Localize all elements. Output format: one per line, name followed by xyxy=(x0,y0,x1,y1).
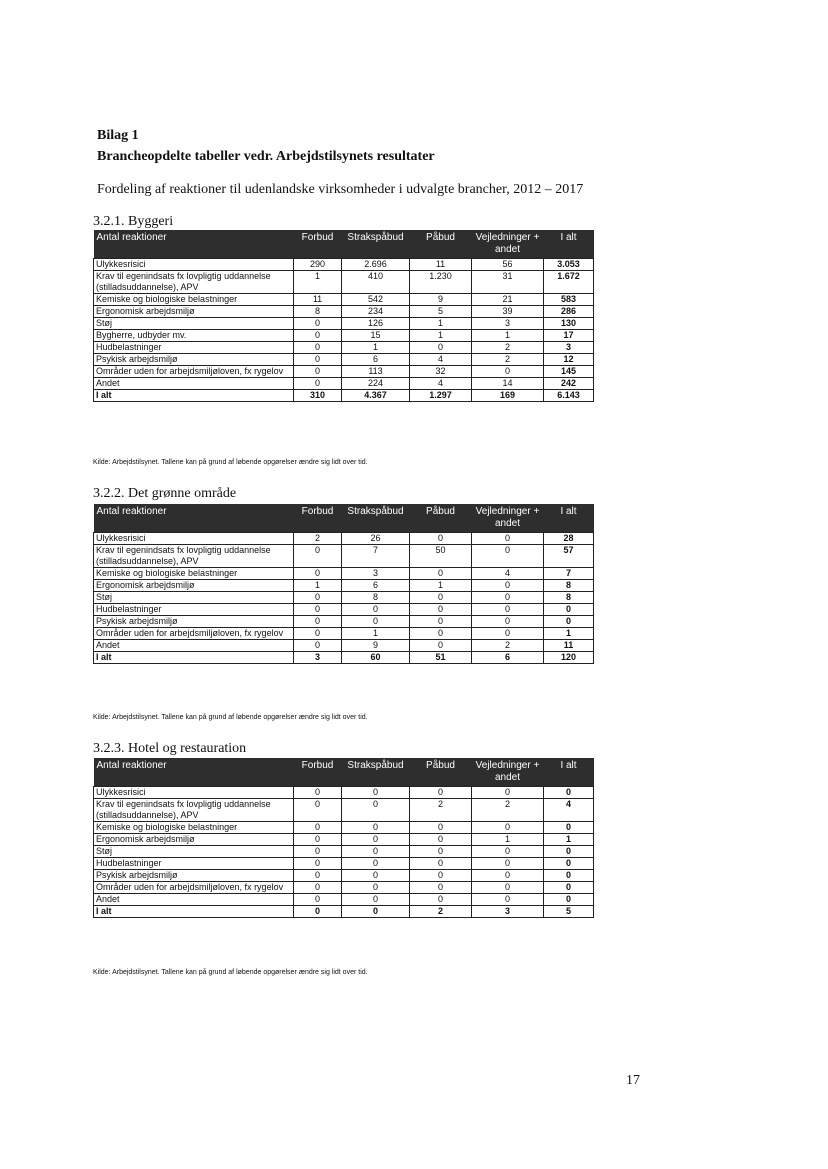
table-cell: 11 xyxy=(410,259,472,271)
table-row xyxy=(94,822,594,834)
table-cell: 0 xyxy=(410,604,472,616)
table-cell: 0 xyxy=(544,870,594,882)
table-cell: 51 xyxy=(410,652,472,664)
table-row xyxy=(94,604,594,616)
table-cell: 145 xyxy=(544,366,594,378)
table-cell: 26 xyxy=(342,533,410,545)
intro-text: Fordeling af reaktioner til udenlandske virksomheder i udvalgte brancher, 2012 – 2017 xyxy=(97,182,584,197)
table-cell: 286 xyxy=(544,306,594,318)
table-cell: 0 xyxy=(294,640,342,652)
table-cell: 0 xyxy=(342,882,410,894)
table-cell: 0 xyxy=(342,787,410,799)
table-cell: 0 xyxy=(544,858,594,870)
table-cell: 0 xyxy=(294,822,342,834)
table-cell: 4 xyxy=(410,378,472,390)
table-row xyxy=(94,846,594,858)
table-byggeri xyxy=(93,230,594,402)
table-cell: 0 xyxy=(410,822,472,834)
table-cell: 8 xyxy=(544,592,594,604)
row-label: Ulykkesrisici xyxy=(94,787,294,799)
table-row xyxy=(94,342,594,354)
row-label: Områder uden for arbejdsmiljøloven, fx rygelov xyxy=(94,882,294,894)
table-cell: 224 xyxy=(342,378,410,390)
row-label: Kemiske og biologiske belastninger xyxy=(94,822,294,834)
table-row xyxy=(94,306,594,318)
table-cell: 3.053 xyxy=(544,259,594,271)
table-cell: 3 xyxy=(472,318,544,330)
column-header: Forbud xyxy=(294,758,342,787)
table-cell: 410 xyxy=(342,271,410,294)
table-cell: 583 xyxy=(544,294,594,306)
table-header-row xyxy=(94,504,594,533)
table-cell: 15 xyxy=(342,330,410,342)
table-row xyxy=(94,628,594,640)
table-cell: 2 xyxy=(472,799,544,822)
table-cell: 0 xyxy=(472,533,544,545)
table-cell: 0 xyxy=(342,616,410,628)
table-row xyxy=(94,652,594,664)
row-label: Ergonomisk arbejdsmiljø xyxy=(94,834,294,846)
table-cell: 0 xyxy=(410,342,472,354)
table-cell: 0 xyxy=(294,894,342,906)
table-cell: 6 xyxy=(472,652,544,664)
table-cell: 56 xyxy=(472,259,544,271)
column-header: Antal reaktioner xyxy=(94,504,294,533)
table-cell: 0 xyxy=(294,834,342,846)
table-cell: 2 xyxy=(472,354,544,366)
table-cell: 0 xyxy=(294,870,342,882)
column-header: I alt xyxy=(544,758,594,787)
column-header: Antal reaktioner xyxy=(94,230,294,259)
table-cell: 2 xyxy=(410,906,472,918)
table-row xyxy=(94,568,594,580)
column-header: Antal reaktioner xyxy=(94,758,294,787)
table-cell: 0 xyxy=(472,787,544,799)
table-cell: 0 xyxy=(342,894,410,906)
table-cell: 1.297 xyxy=(410,390,472,402)
table-cell: 5 xyxy=(410,306,472,318)
table-cell: 0 xyxy=(294,846,342,858)
table-cell: 0 xyxy=(294,592,342,604)
table-cell: 31 xyxy=(472,271,544,294)
table-cell: 21 xyxy=(472,294,544,306)
table-cell: 0 xyxy=(472,604,544,616)
table-cell: 4.367 xyxy=(342,390,410,402)
table-cell: 310 xyxy=(294,390,342,402)
table-cell: 0 xyxy=(472,846,544,858)
table-cell: 0 xyxy=(294,318,342,330)
row-label: Områder uden for arbejdsmiljøloven, fx rygelov xyxy=(94,366,294,378)
column-header: Vejledninger + andet xyxy=(472,758,544,787)
table-cell: 8 xyxy=(342,592,410,604)
page-number: 17 xyxy=(626,1073,640,1088)
table-cell: 0 xyxy=(294,330,342,342)
table-cell: 0 xyxy=(294,342,342,354)
table-cell: 0 xyxy=(410,640,472,652)
table-cell: 0 xyxy=(342,870,410,882)
table-cell: 290 xyxy=(294,259,342,271)
table-cell: 0 xyxy=(294,906,342,918)
row-label: Støj xyxy=(94,318,294,330)
table-cell: 4 xyxy=(544,799,594,822)
table-cell: 0 xyxy=(294,628,342,640)
table-cell: 14 xyxy=(472,378,544,390)
table-cell: 0 xyxy=(472,858,544,870)
table-cell: 0 xyxy=(544,894,594,906)
table-cell: 8 xyxy=(294,306,342,318)
row-label: Andet xyxy=(94,894,294,906)
table-cell: 32 xyxy=(410,366,472,378)
table-cell: 1 xyxy=(342,628,410,640)
table-cell: 2 xyxy=(472,640,544,652)
table-cell: 0 xyxy=(294,568,342,580)
table-row xyxy=(94,894,594,906)
table-cell: 0 xyxy=(472,894,544,906)
table-cell: 0 xyxy=(410,592,472,604)
table-cell: 17 xyxy=(544,330,594,342)
table-cell: 0 xyxy=(544,787,594,799)
table-cell: 113 xyxy=(342,366,410,378)
table-cell: 120 xyxy=(544,652,594,664)
table-row xyxy=(94,366,594,378)
section-heading-byggeri: 3.2.1. Byggeri xyxy=(93,214,174,229)
table-cell: 9 xyxy=(410,294,472,306)
table-cell: 60 xyxy=(342,652,410,664)
table-cell: 0 xyxy=(342,822,410,834)
table-cell: 3 xyxy=(544,342,594,354)
table-cell: 1 xyxy=(410,580,472,592)
table-groenne-omraade xyxy=(93,504,594,664)
table-row xyxy=(94,318,594,330)
column-header: Strakspåbud xyxy=(342,230,410,259)
table-cell: 0 xyxy=(472,580,544,592)
row-label: Områder uden for arbejdsmiljøloven, fx rygelov xyxy=(94,628,294,640)
table-cell: 0 xyxy=(410,894,472,906)
table-cell: 0 xyxy=(472,366,544,378)
table-cell: 5 xyxy=(544,906,594,918)
column-header: I alt xyxy=(544,504,594,533)
row-label: Andet xyxy=(94,378,294,390)
column-header: Forbud xyxy=(294,504,342,533)
table-cell: 0 xyxy=(410,846,472,858)
table-cell: 7 xyxy=(544,568,594,580)
row-label: Krav til egenindsats fx lovpligtig uddannelse (stilladsuddannelse), APV xyxy=(94,799,294,822)
table-cell: 1.672 xyxy=(544,271,594,294)
row-label: Hudbelastninger xyxy=(94,858,294,870)
table-cell: 3 xyxy=(342,568,410,580)
table-cell: 0 xyxy=(342,906,410,918)
row-label: Ulykkesrisici xyxy=(94,259,294,271)
table-cell: 0 xyxy=(294,858,342,870)
table-cell: 0 xyxy=(472,822,544,834)
table-cell: 0 xyxy=(294,604,342,616)
table-cell: 0 xyxy=(544,604,594,616)
table-cell: 0 xyxy=(472,882,544,894)
table-cell: 1 xyxy=(410,330,472,342)
table-cell: 169 xyxy=(472,390,544,402)
table-row xyxy=(94,580,594,592)
table-cell: 1 xyxy=(544,834,594,846)
row-label: Ulykkesrisici xyxy=(94,533,294,545)
table-row xyxy=(94,787,594,799)
row-label: Ergonomisk arbejdsmiljø xyxy=(94,580,294,592)
row-label: Ergonomisk arbejdsmiljø xyxy=(94,306,294,318)
table-row xyxy=(94,330,594,342)
column-header: Vejledninger + andet xyxy=(472,504,544,533)
table-cell: 1 xyxy=(472,834,544,846)
table-cell: 50 xyxy=(410,545,472,568)
table-cell: 7 xyxy=(342,545,410,568)
table-cell: 11 xyxy=(544,640,594,652)
column-header: Påbud xyxy=(410,230,472,259)
table-cell: 0 xyxy=(472,616,544,628)
row-label: Kemiske og biologiske belastninger xyxy=(94,568,294,580)
table-cell: 0 xyxy=(294,354,342,366)
table-cell: 0 xyxy=(410,858,472,870)
table-cell: 0 xyxy=(342,846,410,858)
table-cell: 0 xyxy=(294,545,342,568)
table-cell: 0 xyxy=(410,568,472,580)
row-label: Bygherre, udbyder mv. xyxy=(94,330,294,342)
table-cell: 6.143 xyxy=(544,390,594,402)
table-cell: 234 xyxy=(342,306,410,318)
table-cell: 130 xyxy=(544,318,594,330)
table-row xyxy=(94,834,594,846)
column-header: Strakspåbud xyxy=(342,758,410,787)
row-label: Psykisk arbejdsmiljø xyxy=(94,616,294,628)
table-cell: 1 xyxy=(544,628,594,640)
table-cell: 0 xyxy=(410,870,472,882)
table-row xyxy=(94,354,594,366)
table-row xyxy=(94,390,594,402)
row-label: I alt xyxy=(94,906,294,918)
table-row xyxy=(94,545,594,568)
table-cell: 0 xyxy=(544,882,594,894)
table-cell: 0 xyxy=(294,616,342,628)
table-cell: 0 xyxy=(294,378,342,390)
table-row xyxy=(94,378,594,390)
table-cell: 0 xyxy=(410,616,472,628)
table-cell: 6 xyxy=(342,354,410,366)
source-note: Kilde: Arbejdstilsynet. Tallene kan på grund af løbende opgørelser ændre sig lidt over tid. xyxy=(93,714,368,721)
column-header: Påbud xyxy=(410,758,472,787)
table-cell: 126 xyxy=(342,318,410,330)
table-cell: 0 xyxy=(472,628,544,640)
table-cell: 4 xyxy=(472,568,544,580)
table-row xyxy=(94,640,594,652)
row-label: I alt xyxy=(94,652,294,664)
row-label: Støj xyxy=(94,846,294,858)
table-cell: 57 xyxy=(544,545,594,568)
table-cell: 542 xyxy=(342,294,410,306)
table-cell: 2.696 xyxy=(342,259,410,271)
table-cell: 1 xyxy=(294,271,342,294)
table-cell: 0 xyxy=(472,592,544,604)
table-row xyxy=(94,592,594,604)
row-label: Krav til egenindsats fx lovpligtig uddannelse (stilladsuddannelse), APV xyxy=(94,271,294,294)
column-header: Påbud xyxy=(410,504,472,533)
section-heading-groenne: 3.2.2. Det grønne område xyxy=(93,486,237,501)
source-note: Kilde: Arbejdstilsynet. Tallene kan på grund af løbende opgørelser ændre sig lidt over tid. xyxy=(93,969,368,976)
table-cell: 1 xyxy=(472,330,544,342)
row-label: Psykisk arbejdsmiljø xyxy=(94,354,294,366)
row-label: Krav til egenindsats fx lovpligtig uddannelse (stilladsuddannelse), APV xyxy=(94,545,294,568)
table-cell: 8 xyxy=(544,580,594,592)
table-row xyxy=(94,882,594,894)
table-hotel-restauration xyxy=(93,758,594,918)
column-header: Vejledninger + andet xyxy=(472,230,544,259)
table-cell: 6 xyxy=(342,580,410,592)
table-cell: 0 xyxy=(472,870,544,882)
table-header-row xyxy=(94,758,594,787)
table-cell: 0 xyxy=(410,834,472,846)
table-cell: 2 xyxy=(472,342,544,354)
table-cell: 0 xyxy=(294,366,342,378)
table-cell: 0 xyxy=(342,858,410,870)
table-cell: 4 xyxy=(410,354,472,366)
table-cell: 11 xyxy=(294,294,342,306)
table-cell: 1 xyxy=(342,342,410,354)
table-cell: 0 xyxy=(544,822,594,834)
table-row xyxy=(94,259,594,271)
table-cell: 0 xyxy=(294,799,342,822)
table-row xyxy=(94,799,594,822)
table-cell: 0 xyxy=(410,533,472,545)
table-cell: 0 xyxy=(294,787,342,799)
table-cell: 0 xyxy=(294,882,342,894)
table-row xyxy=(94,271,594,294)
table-cell: 1 xyxy=(410,318,472,330)
table-row xyxy=(94,616,594,628)
row-label: Kemiske og biologiske belastninger xyxy=(94,294,294,306)
table-cell: 0 xyxy=(544,616,594,628)
table-cell: 0 xyxy=(472,545,544,568)
column-header: Strakspåbud xyxy=(342,504,410,533)
table-header-row xyxy=(94,230,594,259)
column-header: I alt xyxy=(544,230,594,259)
table-cell: 0 xyxy=(410,787,472,799)
table-row xyxy=(94,906,594,918)
row-label: Hudbelastninger xyxy=(94,342,294,354)
table-cell: 12 xyxy=(544,354,594,366)
row-label: Andet xyxy=(94,640,294,652)
table-row xyxy=(94,858,594,870)
table-cell: 28 xyxy=(544,533,594,545)
table-row xyxy=(94,870,594,882)
table-cell: 242 xyxy=(544,378,594,390)
table-cell: 3 xyxy=(472,906,544,918)
table-cell: 0 xyxy=(342,604,410,616)
table-cell: 9 xyxy=(342,640,410,652)
row-label: I alt xyxy=(94,390,294,402)
table-cell: 39 xyxy=(472,306,544,318)
row-label: Støj xyxy=(94,592,294,604)
appendix-subtitle: Brancheopdelte tabeller vedr. Arbejdstilsynets resultater xyxy=(97,149,435,164)
table-cell: 1.230 xyxy=(410,271,472,294)
table-cell: 1 xyxy=(294,580,342,592)
table-row xyxy=(94,533,594,545)
table-row xyxy=(94,294,594,306)
table-cell: 0 xyxy=(342,799,410,822)
row-label: Hudbelastninger xyxy=(94,604,294,616)
source-note: Kilde: Arbejdstilsynet. Tallene kan på grund af løbende opgørelser ændre sig lidt over tid. xyxy=(93,459,368,466)
table-cell: 0 xyxy=(410,882,472,894)
section-heading-hotel: 3.2.3. Hotel og restauration xyxy=(93,741,247,756)
column-header: Forbud xyxy=(294,230,342,259)
table-cell: 3 xyxy=(294,652,342,664)
appendix-title: Bilag 1 xyxy=(97,128,139,143)
table-cell: 0 xyxy=(342,834,410,846)
row-label: Psykisk arbejdsmiljø xyxy=(94,870,294,882)
table-cell: 2 xyxy=(410,799,472,822)
table-cell: 0 xyxy=(544,846,594,858)
table-cell: 0 xyxy=(410,628,472,640)
table-cell: 2 xyxy=(294,533,342,545)
